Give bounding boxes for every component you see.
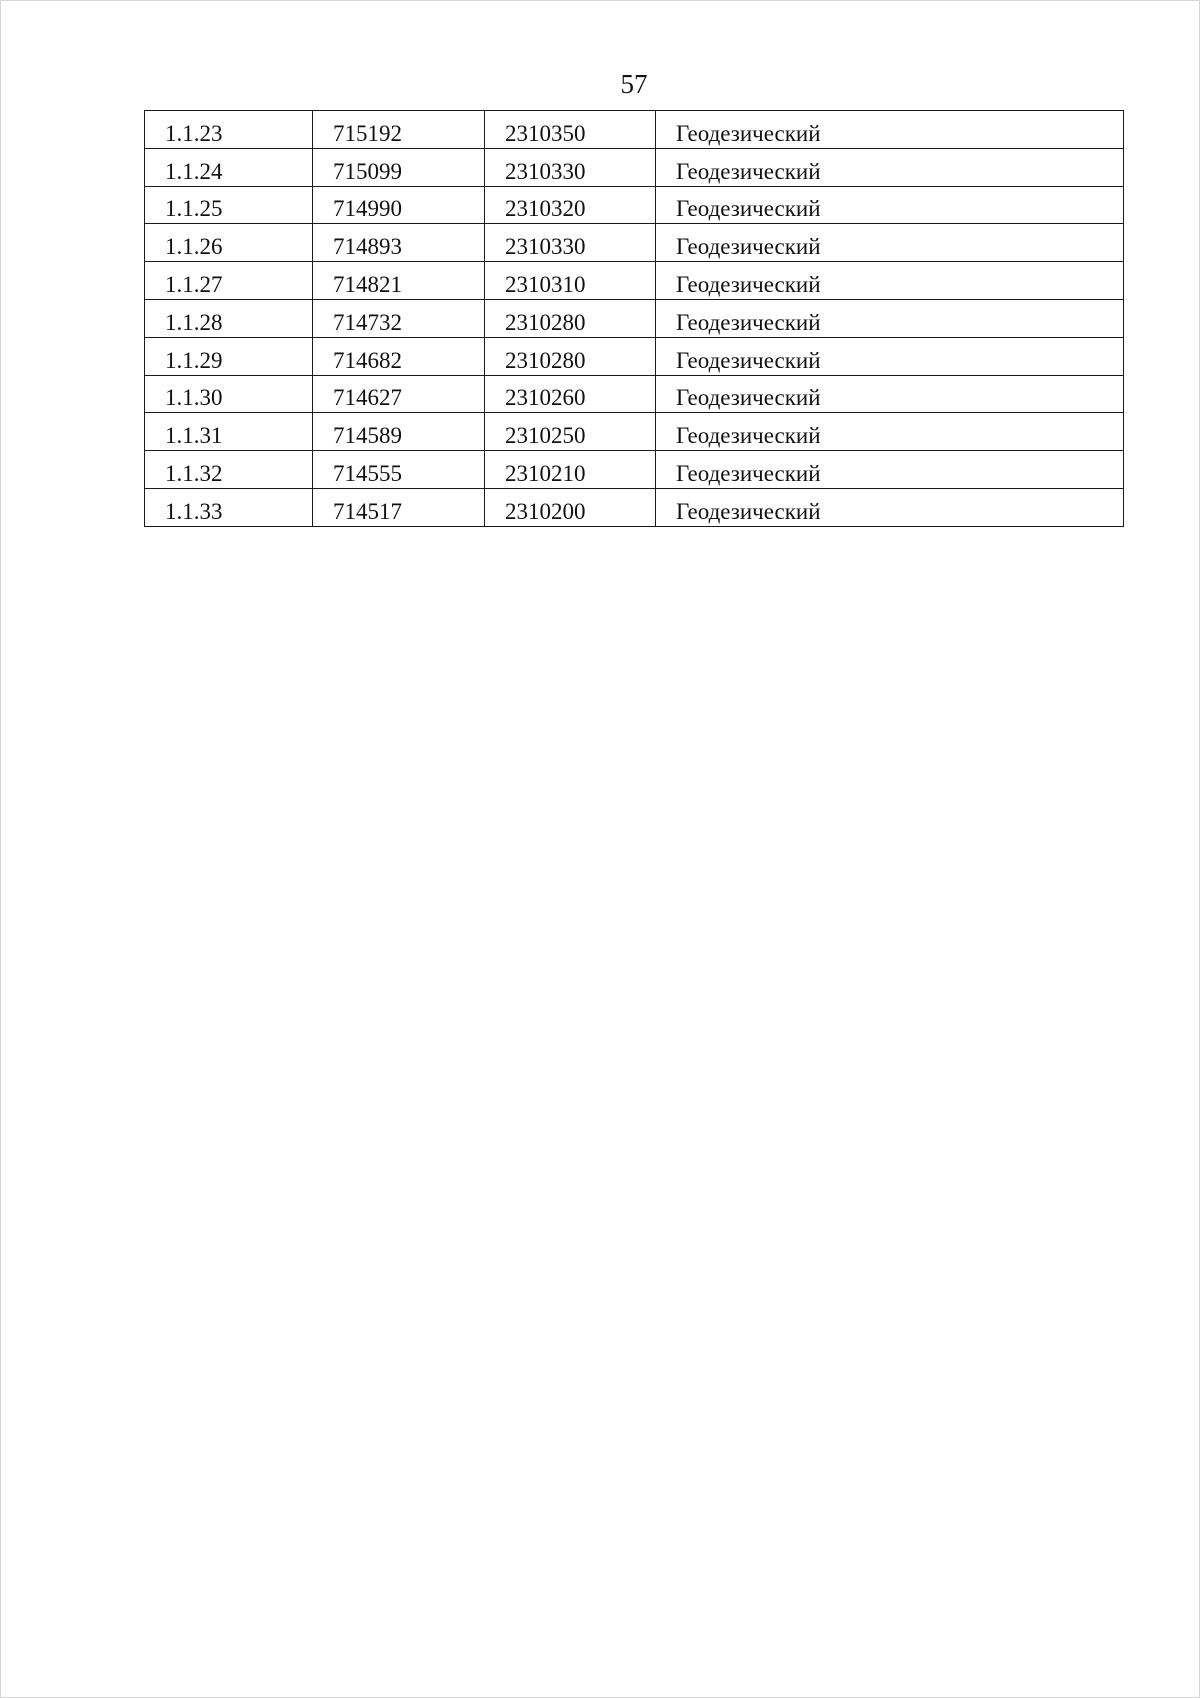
y-coordinate-cell: 2310280: [485, 299, 656, 337]
method-cell: Геодезический: [656, 148, 1124, 186]
page-number: 57: [620, 69, 648, 99]
method-cell: Геодезический: [656, 375, 1124, 413]
method-cell: Геодезический: [656, 488, 1124, 526]
point-number-cell: 1.1.25: [145, 186, 313, 224]
point-number-cell: 1.1.24: [145, 148, 313, 186]
y-coordinate-cell: 2310330: [485, 224, 656, 262]
y-coordinate-cell: 2310280: [485, 337, 656, 375]
method-cell: Геодезический: [656, 111, 1124, 149]
point-number-cell: 1.1.32: [145, 451, 313, 489]
table-row: [145, 413, 1124, 451]
point-number-cell: 1.1.23: [145, 111, 313, 149]
table-row: [145, 488, 1124, 526]
method-cell: Геодезический: [656, 451, 1124, 489]
y-coordinate-cell: 2310320: [485, 186, 656, 224]
coordinates-table: [144, 110, 1124, 527]
method-cell: Геодезический: [656, 337, 1124, 375]
x-coordinate-cell: 714893: [313, 224, 485, 262]
y-coordinate-cell: 2310200: [485, 488, 656, 526]
method-cell: Геодезический: [656, 413, 1124, 451]
x-coordinate-cell: 714682: [313, 337, 485, 375]
point-number-cell: 1.1.26: [145, 224, 313, 262]
x-coordinate-cell: 714990: [313, 186, 485, 224]
y-coordinate-cell: 2310330: [485, 148, 656, 186]
table-row: [145, 186, 1124, 224]
point-number-cell: 1.1.33: [145, 488, 313, 526]
y-coordinate-cell: 2310250: [485, 413, 656, 451]
x-coordinate-cell: 715099: [313, 148, 485, 186]
y-coordinate-cell: 2310350: [485, 111, 656, 149]
method-cell: Геодезический: [656, 262, 1124, 300]
table-row: [145, 375, 1124, 413]
table-row: [145, 224, 1124, 262]
y-coordinate-cell: 2310210: [485, 451, 656, 489]
y-coordinate-cell: 2310260: [485, 375, 656, 413]
method-cell: Геодезический: [656, 299, 1124, 337]
x-coordinate-cell: 714555: [313, 451, 485, 489]
x-coordinate-cell: 714627: [313, 375, 485, 413]
table-row: [145, 148, 1124, 186]
table-body: [145, 111, 1124, 527]
table-row: [145, 111, 1124, 149]
method-cell: Геодезический: [656, 224, 1124, 262]
point-number-cell: 1.1.28: [145, 299, 313, 337]
x-coordinate-cell: 715192: [313, 111, 485, 149]
table-row: [145, 262, 1124, 300]
point-number-cell: 1.1.29: [145, 337, 313, 375]
x-coordinate-cell: 714589: [313, 413, 485, 451]
x-coordinate-cell: 714732: [313, 299, 485, 337]
table-row: [145, 451, 1124, 489]
x-coordinate-cell: 714517: [313, 488, 485, 526]
y-coordinate-cell: 2310310: [485, 262, 656, 300]
x-coordinate-cell: 714821: [313, 262, 485, 300]
table-row: [145, 299, 1124, 337]
table-row: [145, 337, 1124, 375]
method-cell: Геодезический: [656, 186, 1124, 224]
point-number-cell: 1.1.27: [145, 262, 313, 300]
point-number-cell: 1.1.31: [145, 413, 313, 451]
point-number-cell: 1.1.30: [145, 375, 313, 413]
